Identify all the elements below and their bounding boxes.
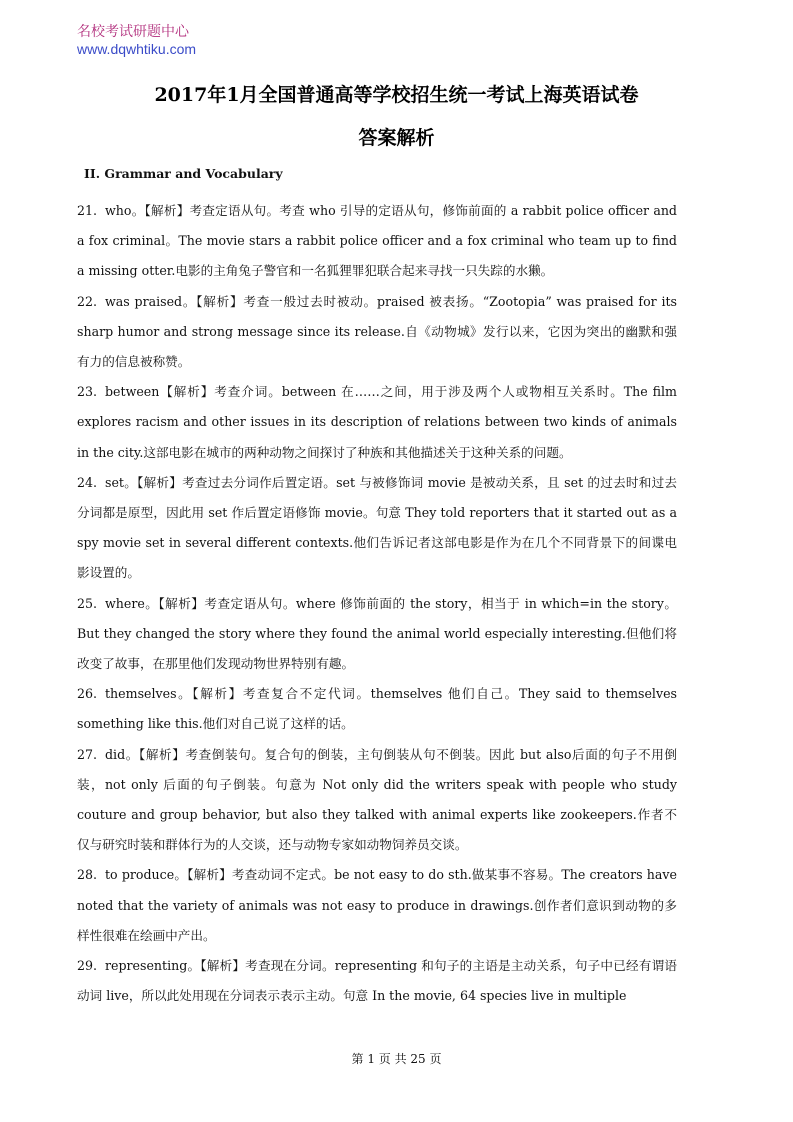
watermark-url[interactable]: www.dqwhtiku.com <box>77 41 197 57</box>
page-footer: 第 1 页 共 25 页 <box>351 1052 442 1066</box>
item-text: themselves。【解析】考查复合不定代词。themselves 他们自己。They said to themselves something like this.他们对自己说了这样的话。 <box>77 686 677 732</box>
item-text: between【解析】考查介词。between 在……之间，用于涉及两个人或物相互关系时。The film explores racism and other issues in its description of relations between two kinds of animals in the city.这部电影在城市的两种动物之间探讨了种族和其他描述关于这种关系的问题。 <box>77 384 677 460</box>
item-text: who。【解析】考查定语从句。考查 who 引导的定语从句，修饰前面的 a rabbit police officer and a fox criminal。The movie stars a rabbit police officer and a fox criminal who team up to find a missing otter.电影的主角兔子警官和一名狐狸罪犯联合起来寻找一只失踪的水獭。 <box>77 203 677 279</box>
item-text: set。【解析】考查过去分词作后置定语。set 与被修饰词 movie 是被动关系，且 set 的过去时和过去分词都是原型，因此用 set 作后置定语修饰 movie。句意 They told reporters that it started out as a spy movie set in several different contexts.他们告诉记者这部电影是作为在几个不同背景下的间谍电影设置的。 <box>77 474 677 581</box>
answer-item <box>77 951 677 1011</box>
watermark-name: 名校考试研题中心 <box>77 23 189 39</box>
item-number: 24. <box>77 474 98 490</box>
section-heading: II. Grammar and Vocabulary <box>84 166 283 181</box>
item-text: where。【解析】考查定语从句。where 修饰前面的 the story，相当于 in which=in the story。 But they changed the story where they found the animal world especially interesting.但他们将改变了故事，在那里他们发现动物世界特别有趣。 <box>77 595 677 672</box>
answer-item <box>77 287 677 378</box>
document-title: 2017年1月全国普通高等学校招生统一考试上海英语试卷 <box>154 84 639 106</box>
answer-item <box>77 468 677 589</box>
answer-item <box>77 740 677 861</box>
item-text: did。【解析】考查倒装句。复合句的倒装，主句倒装从句不倒装。因此 but also后面的句子不用倒装，not only 后面的句子倒装。句意为 Not only did the writers speak with people who study couture and group behavior, but also they talked with animal experts like zookeepers.作者不仅与研究时装和群体行为的人交谈，还与动物专家如动物饲养员交谈。 <box>77 746 677 853</box>
answer-item <box>77 679 677 739</box>
item-number: 22. <box>77 293 98 309</box>
item-number: 29. <box>77 958 98 974</box>
item-text: to produce。【解析】考查动词不定式。be not easy to do sth.做某事不容易。The creators have noted that the variety of animals was not easy to produce in drawings.创作者们意识到动物的多样性很难在绘画中产出。 <box>77 867 677 943</box>
item-number: 26. <box>77 686 98 702</box>
document-subtitle: 答案解析 <box>358 127 435 149</box>
item-text: was praised。【解析】考查一般过去时被动。praised 被表扬。“Zootopia” was praised for its sharp humor and strong message since its release.自《动物城》发行以来，它因为突出的幽默和强有力的信息被称赞。 <box>77 293 677 370</box>
answer-item <box>77 860 677 951</box>
answer-item <box>77 589 677 680</box>
item-number: 25. <box>77 595 98 611</box>
item-number: 21. <box>77 203 98 218</box>
watermark <box>77 22 196 58</box>
answer-item <box>77 196 677 287</box>
answer-list <box>77 196 677 1011</box>
item-number: 28. <box>77 867 98 883</box>
item-number: 23. <box>77 384 98 400</box>
answer-item <box>77 377 677 468</box>
item-number: 27. <box>77 746 98 762</box>
item-text: representing。【解析】考查现在分词。representing 和句子的主语是主动关系，句子中已经有谓语动词 live，所以此处用现在分词表示表示主动。句意 In the movie, 64 species live in multiple <box>77 958 677 1004</box>
